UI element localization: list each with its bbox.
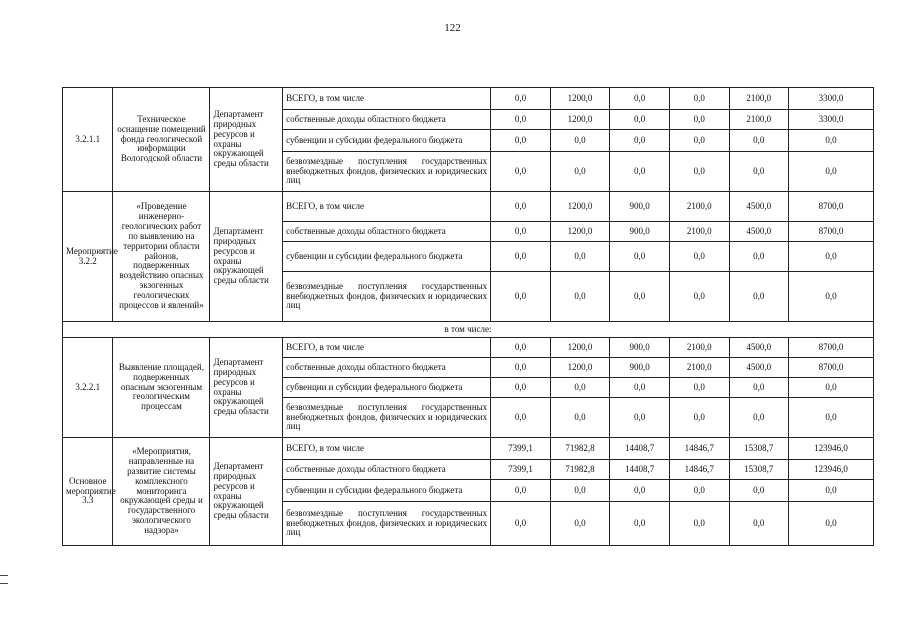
amount-cell: 0,0	[550, 130, 610, 152]
amount-cell: 0,0	[491, 502, 551, 546]
funding-source: собственные доходы областного бюджета	[283, 110, 491, 130]
measure-name: «Мероприятия, направленные на развитие системы комплексного мониторинга окружающей среды и государственного экологического надзора»	[113, 438, 210, 546]
amount-cell: 1200,0	[550, 222, 610, 242]
amount-cell: 0,0	[610, 502, 670, 546]
amount-cell: 0,0	[789, 152, 874, 192]
measure-code: Мероприятие 3.2.2	[63, 192, 113, 322]
amount-cell: 0,0	[729, 398, 789, 438]
funding-source: ВСЕГО, в том числе	[283, 88, 491, 110]
amount-cell: 0,0	[610, 242, 670, 272]
funding-source: безвозмездные поступления государственных внебюджетных фондов, физических и юридических лиц	[283, 398, 491, 438]
amount-cell: 0,0	[789, 272, 874, 322]
funding-source: собственные доходы областного бюджета	[283, 222, 491, 242]
amount-cell: 0,0	[610, 130, 670, 152]
amount-cell: 0,0	[729, 242, 789, 272]
amount-cell: 0,0	[789, 502, 874, 546]
responsible-dept: Департамент природных ресурсов и охраны окружающей среды области	[210, 338, 283, 438]
amount-cell: 0,0	[491, 338, 551, 358]
amount-cell: 0,0	[789, 242, 874, 272]
amount-cell: 0,0	[491, 130, 551, 152]
amount-cell: 71982,8	[550, 460, 610, 480]
amount-cell: 0,0	[610, 110, 670, 130]
funding-source: ВСЕГО, в том числе	[283, 438, 491, 460]
amount-cell: 0,0	[610, 398, 670, 438]
amount-cell: 14846,7	[669, 438, 729, 460]
section-label: в том числе:	[63, 322, 874, 338]
amount-cell: 0,0	[669, 130, 729, 152]
section-row	[63, 322, 874, 338]
amount-cell: 900,0	[610, 358, 670, 378]
amount-cell: 2100,0	[729, 110, 789, 130]
responsible-dept: Департамент природных ресурсов и охраны окружающей среды области	[210, 88, 283, 192]
amount-cell: 0,0	[550, 242, 610, 272]
amount-cell: 15308,7	[729, 438, 789, 460]
funding-source: ВСЕГО, в том числе	[283, 192, 491, 222]
amount-cell: 0,0	[491, 222, 551, 242]
amount-cell: 8700,0	[789, 222, 874, 242]
funding-source: безвозмездные поступления государственных внебюджетных фондов, физических и юридических лиц	[283, 152, 491, 192]
amount-cell: 14408,7	[610, 460, 670, 480]
page-number: 122	[444, 22, 461, 34]
funding-source: безвозмездные поступления государственных внебюджетных фондов, физических и юридических лиц	[283, 502, 491, 546]
amount-cell: 0,0	[729, 378, 789, 398]
amount-cell: 0,0	[491, 358, 551, 378]
amount-cell: 2100,0	[669, 222, 729, 242]
amount-cell: 1200,0	[550, 110, 610, 130]
amount-cell: 0,0	[729, 272, 789, 322]
amount-cell: 0,0	[729, 480, 789, 502]
amount-cell: 0,0	[610, 480, 670, 502]
amount-cell: 0,0	[669, 272, 729, 322]
amount-cell: 7399,1	[491, 460, 551, 480]
amount-cell: 0,0	[491, 192, 551, 222]
amount-cell: 0,0	[610, 378, 670, 398]
amount-cell: 0,0	[669, 242, 729, 272]
amount-cell: 0,0	[669, 480, 729, 502]
amount-cell: 0,0	[550, 378, 610, 398]
amount-cell: 0,0	[491, 110, 551, 130]
funding-source: собственные доходы областного бюджета	[283, 460, 491, 480]
amount-cell: 0,0	[669, 378, 729, 398]
amount-cell: 0,0	[789, 378, 874, 398]
amount-cell: 3300,0	[789, 88, 874, 110]
funding-source: собственные доходы областного бюджета	[283, 358, 491, 378]
table-row	[63, 438, 874, 460]
amount-cell: 8700,0	[789, 192, 874, 222]
margin-ticks	[0, 575, 8, 591]
funding-source: субвенции и субсидии федерального бюджета	[283, 130, 491, 152]
amount-cell: 0,0	[610, 88, 670, 110]
amount-cell: 0,0	[550, 480, 610, 502]
table-row	[63, 338, 874, 358]
amount-cell: 2100,0	[669, 338, 729, 358]
amount-cell: 0,0	[491, 272, 551, 322]
table-body	[63, 88, 874, 546]
amount-cell: 4500,0	[729, 338, 789, 358]
amount-cell: 0,0	[610, 272, 670, 322]
amount-cell: 7399,1	[491, 438, 551, 460]
amount-cell: 900,0	[610, 192, 670, 222]
amount-cell: 0,0	[669, 88, 729, 110]
funding-source: безвозмездные поступления государственных внебюджетных фондов, физических и юридических лиц	[283, 272, 491, 322]
amount-cell: 4500,0	[729, 358, 789, 378]
amount-cell: 0,0	[550, 152, 610, 192]
amount-cell: 1200,0	[550, 192, 610, 222]
table-row	[63, 88, 874, 110]
amount-cell: 2100,0	[669, 358, 729, 378]
amount-cell: 3300,0	[789, 110, 874, 130]
measure-code: 3.2.2.1	[63, 338, 113, 438]
budget-table	[62, 87, 874, 546]
amount-cell: 0,0	[729, 502, 789, 546]
funding-source: субвенции и субсидии федерального бюджета	[283, 480, 491, 502]
amount-cell: 14846,7	[669, 460, 729, 480]
responsible-dept: Департамент природных ресурсов и охраны окружающей среды области	[210, 438, 283, 546]
measure-name: Техническое оснащение помещений фонда геологической информации Вологодской области	[113, 88, 210, 192]
amount-cell: 0,0	[669, 110, 729, 130]
amount-cell: 123946,0	[789, 460, 874, 480]
amount-cell: 900,0	[610, 222, 670, 242]
funding-source: субвенции и субсидии федерального бюджета	[283, 378, 491, 398]
amount-cell: 0,0	[491, 480, 551, 502]
amount-cell: 1200,0	[550, 338, 610, 358]
table-row	[63, 192, 874, 222]
amount-cell: 0,0	[729, 130, 789, 152]
amount-cell: 0,0	[789, 480, 874, 502]
amount-cell: 123946,0	[789, 438, 874, 460]
amount-cell: 1200,0	[550, 358, 610, 378]
amount-cell: 0,0	[669, 152, 729, 192]
measure-code: 3.2.1.1	[63, 88, 113, 192]
amount-cell: 15308,7	[729, 460, 789, 480]
amount-cell: 71982,8	[550, 438, 610, 460]
amount-cell: 2100,0	[669, 192, 729, 222]
amount-cell: 4500,0	[729, 192, 789, 222]
amount-cell: 1200,0	[550, 88, 610, 110]
amount-cell: 0,0	[669, 398, 729, 438]
funding-source: субвенции и субсидии федерального бюджета	[283, 242, 491, 272]
amount-cell: 4500,0	[729, 222, 789, 242]
amount-cell: 0,0	[491, 152, 551, 192]
amount-cell: 0,0	[550, 272, 610, 322]
amount-cell: 0,0	[789, 398, 874, 438]
measure-code: Основное мероприятие 3.3	[63, 438, 113, 546]
responsible-dept: Департамент природных ресурсов и охраны окружающей среды области	[210, 192, 283, 322]
amount-cell: 0,0	[669, 502, 729, 546]
amount-cell: 0,0	[550, 502, 610, 546]
measure-name: «Проведение инженерно-геологических работ по выявлению на территории области районов, подверженных воздействию опасных экзогенных геологических процессов и явлений»	[113, 192, 210, 322]
amount-cell: 0,0	[789, 130, 874, 152]
amount-cell: 0,0	[550, 398, 610, 438]
amount-cell: 0,0	[729, 152, 789, 192]
amount-cell: 14408,7	[610, 438, 670, 460]
amount-cell: 0,0	[491, 398, 551, 438]
amount-cell: 900,0	[610, 338, 670, 358]
amount-cell: 8700,0	[789, 358, 874, 378]
amount-cell: 0,0	[491, 378, 551, 398]
amount-cell: 2100,0	[729, 88, 789, 110]
amount-cell: 0,0	[610, 152, 670, 192]
funding-source: ВСЕГО, в том числе	[283, 338, 491, 358]
amount-cell: 8700,0	[789, 338, 874, 358]
amount-cell: 0,0	[491, 242, 551, 272]
measure-name: Выявление площадей, подверженных опасным экзогенным геологическим процессам	[113, 338, 210, 438]
amount-cell: 0,0	[491, 88, 551, 110]
